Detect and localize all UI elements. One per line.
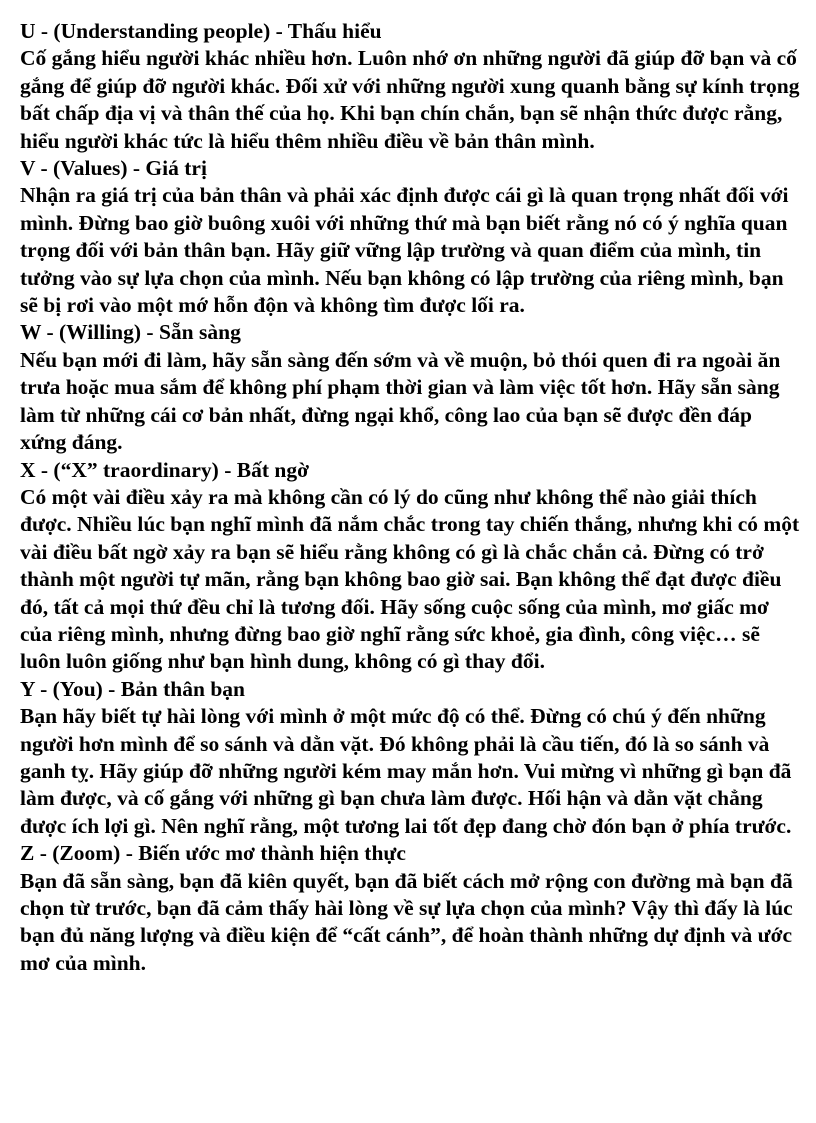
section-heading: U - (Understanding people) - Thấu hiểu <box>20 19 382 43</box>
section-u <box>20 18 800 155</box>
section-body: Bạn đã sẵn sàng, bạn đã kiên quyết, bạn đã biết cách mở rộng con đường mà bạn đã chọn từ trước, bạn đã cảm thấy hài lòng về sự lựa chọn của mình? Vậy thì đấy là lúc bạn đủ năng lượng và điều kiện để “cất cánh”, để hoàn thành những dự định và ước mơ của mình. <box>20 868 793 975</box>
section-heading: V - (Values) - Giá trị <box>20 156 207 181</box>
document-page <box>20 18 800 977</box>
section-w <box>20 319 800 456</box>
section-heading: Z - (Zoom) - Biến ước mơ thành hiện thực <box>20 841 406 866</box>
section-x <box>20 457 800 676</box>
section-body: Cố gắng hiểu người khác nhiều hơn. Luôn nhớ ơn những người đã giúp đỡ bạn và cố gắng để giúp đỡ người khác. Đối xử với những người xung quanh bằng sự kính trọng bất chấp địa vị và thân thế của họ. Khi bạn chín chắn, bạn sẽ nhận thức được rằng, hiểu người khác tức là hiểu thêm nhiều điều về bản thân mình. <box>20 46 800 153</box>
section-body: Bạn hãy biết tự hài lòng với mình ở một mức độ có thể. Đừng có chú ý đến những người hơn mình để so sánh và dằn vặt. Đó không phải là cầu tiến, đó là so sánh và ganh tỵ. Hãy giúp đỡ những người kém may mắn hơn. Vui mừng vì những gì bạn đã làm được, và cố gắng với những gì bạn chưa làm được. Hối hận và dằn vặt chẳng được ích lợi gì. Nên nghĩ rằng, một tương lai tốt đẹp đang chờ đón bạn ở phía trước. <box>20 704 792 838</box>
section-heading: W - (Willing) - Sẵn sàng <box>20 320 241 345</box>
section-v <box>20 155 800 319</box>
section-z <box>20 840 800 977</box>
section-body: Nếu bạn mới đi làm, hãy sẵn sàng đến sớm và về muộn, bỏ thói quen đi ra ngoài ăn trưa hoặc mua sắm để không phí phạm thời gian và làm việc tốt hơn. Hãy sẵn sàng làm từ những cái cơ bản nhất, đừng ngại khổ, công lao của bạn sẽ được đền đáp xứng đáng. <box>20 347 781 455</box>
section-body: Nhận ra giá trị của bản thân và phải xác định được cái gì là quan trọng nhất đối với mình. Đừng bao giờ buông xuôi với những thứ mà bạn biết rằng nó có ý nghĩa quan trọng đối với bản thân bạn. Hãy giữ vững lập trường và quan điểm của mình, tin tưởng vào sự lựa chọn của mình. Nếu bạn không có lập trường của riêng mình, bạn sẽ bị rơi vào một mớ hỗn độn và không tìm được lối ra. <box>20 183 789 318</box>
section-y <box>20 676 800 840</box>
section-heading: Y - (You) - Bản thân bạn <box>20 676 246 701</box>
section-body: Có một vài điều xảy ra mà không cần có lý do cũng như không thể nào giải thích được. Nhiều lúc bạn nghĩ mình đã nắm chắc trong tay chiến thắng, nhưng khi có một vài điều bất ngờ xảy ra bạn sẽ hiểu rằng không có gì là chắc chắn cả. Đừng có trở thành một người tự mãn, rằng bạn không bao giờ sai. Bạn không thể đạt được điều đó, tất cả mọi thứ đều chỉ là tương đối. Hãy sống cuộc sống của mình, mơ giấc mơ của riêng mình, nhưng đừng bao giờ nghĩ rằng sức khoẻ, gia đình, công việc… sẽ luôn luôn giống như bạn hình dung, không có gì thay đổi. <box>20 484 800 674</box>
section-heading: X - (“X” traordinary) - Bất ngờ <box>20 457 309 482</box>
